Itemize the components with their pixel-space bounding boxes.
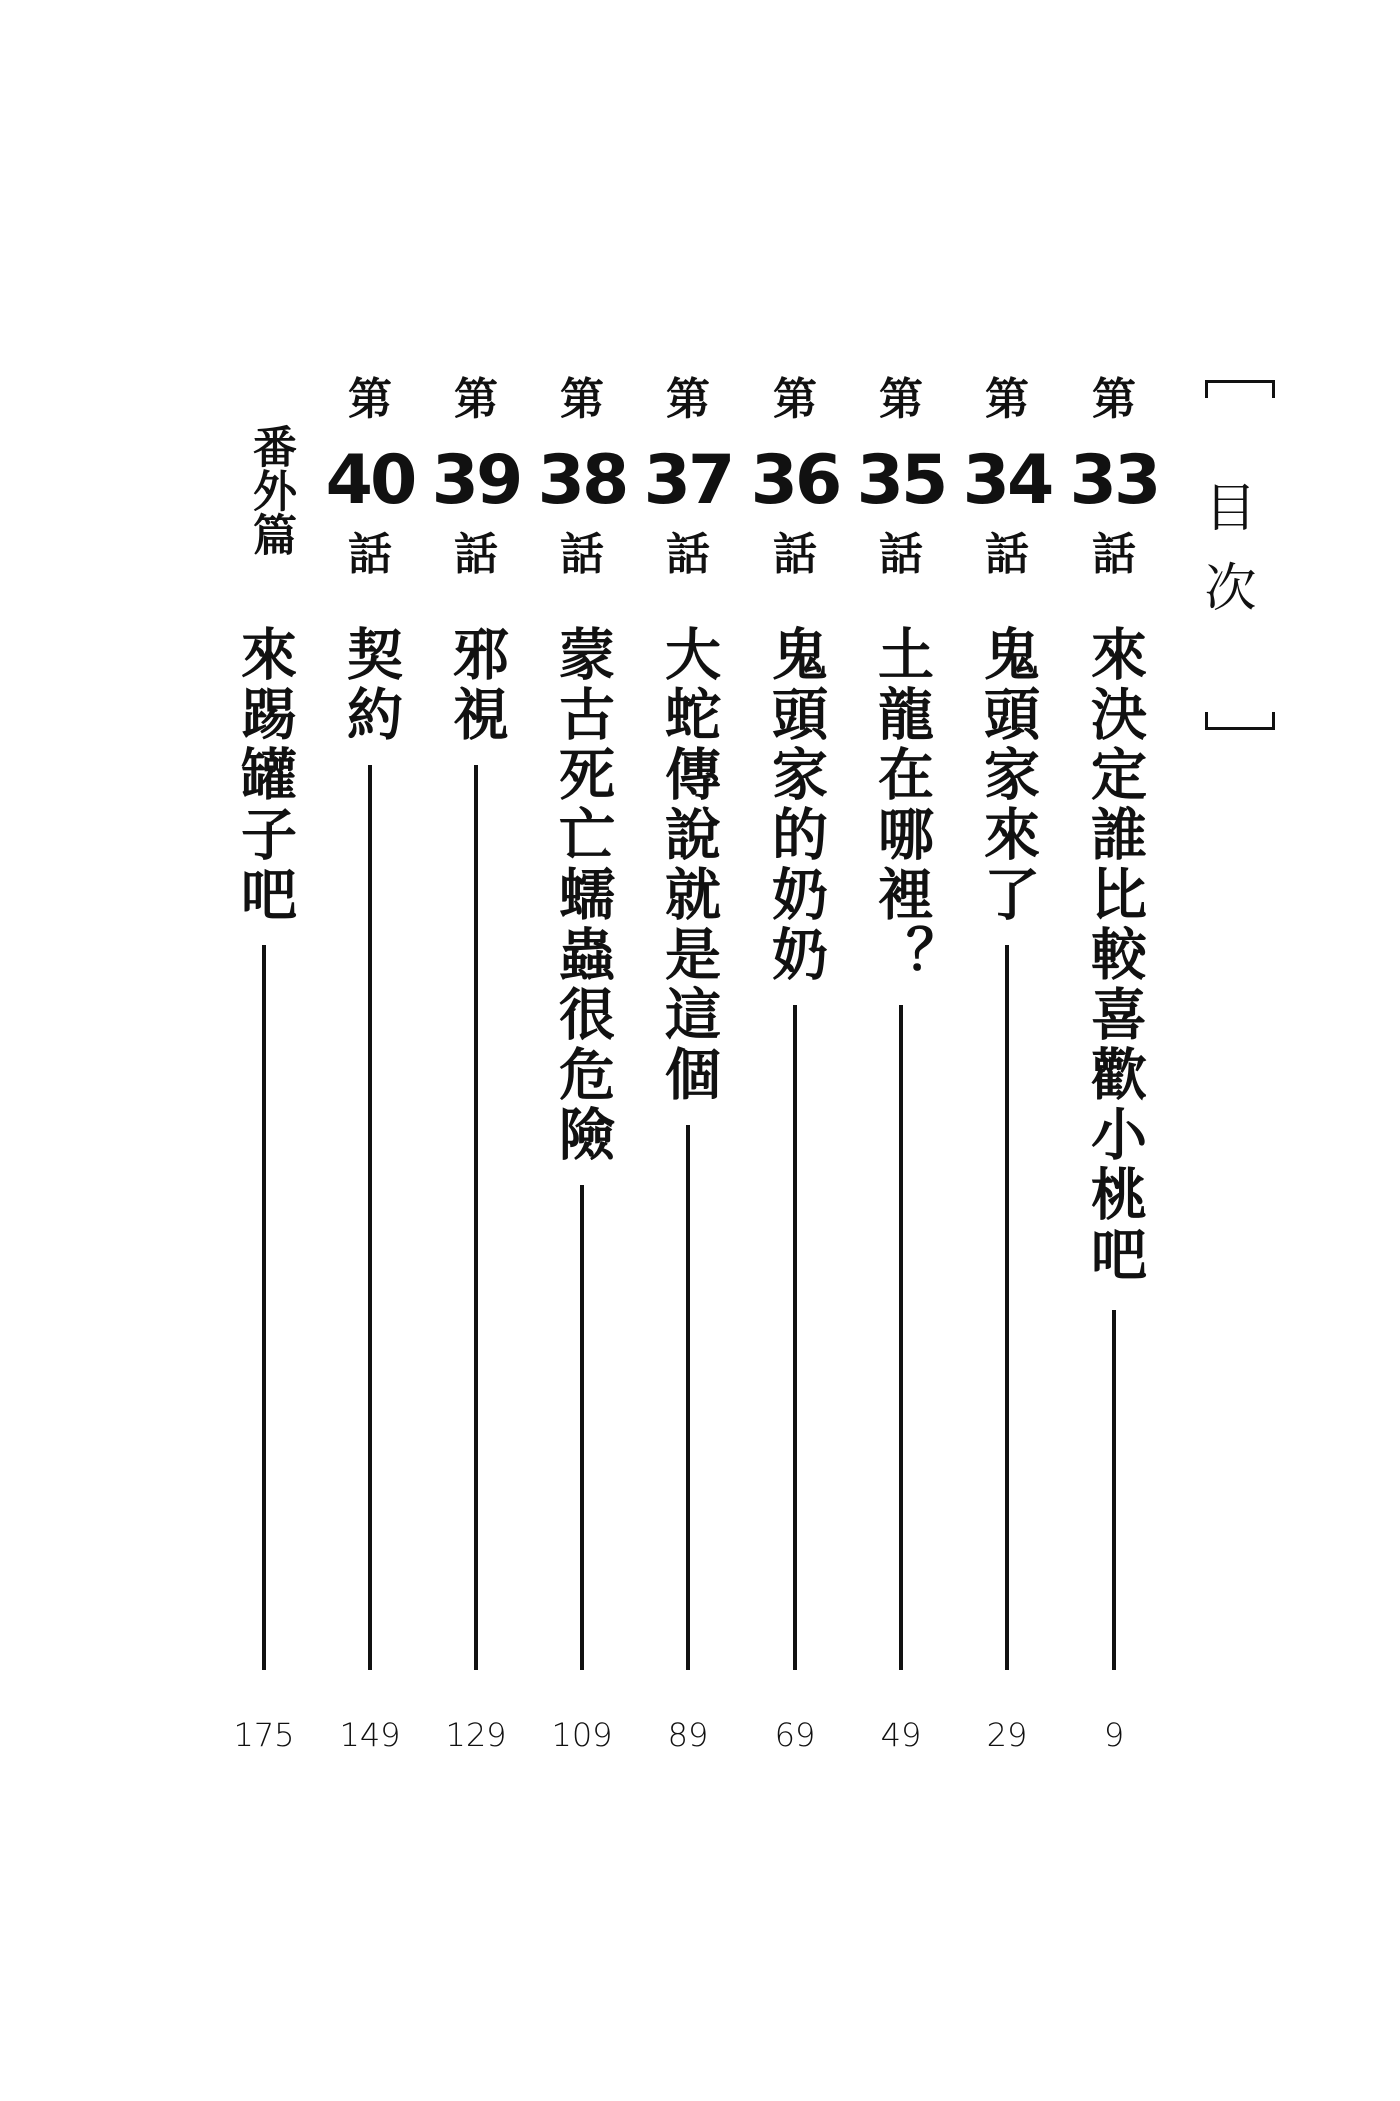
extra-chapter-label: 番外篇 bbox=[245, 424, 296, 556]
leader-line bbox=[1112, 1310, 1116, 1670]
chapter-title: 蒙古死亡蠕蟲很危險 bbox=[550, 625, 615, 1165]
bracket-top bbox=[1205, 380, 1275, 398]
leader-line bbox=[686, 1125, 690, 1670]
chapter-page-number: 89 bbox=[667, 1716, 709, 1754]
chapter-page-number: 69 bbox=[774, 1716, 816, 1754]
chapter-suffix: 話 bbox=[773, 529, 817, 580]
chapter-page-number: 175 bbox=[233, 1716, 295, 1754]
chapter-page-number: 49 bbox=[880, 1716, 922, 1754]
toc-header bbox=[1195, 380, 1275, 730]
chapter-36[interactable] bbox=[750, 375, 840, 1765]
leader-line bbox=[899, 1005, 903, 1670]
chapter-prefix: 第 bbox=[454, 374, 498, 425]
chapter-prefix: 第 bbox=[348, 374, 392, 425]
chapter-suffix: 話 bbox=[348, 529, 392, 580]
chapter-page-number: 109 bbox=[551, 1716, 613, 1754]
bracket-bottom bbox=[1205, 712, 1275, 730]
chapter-title: 土龍在哪裡？ bbox=[869, 625, 934, 985]
chapter-page-number: 129 bbox=[445, 1716, 507, 1754]
chapter-number: 36 bbox=[750, 441, 840, 520]
chapter-35[interactable] bbox=[856, 375, 946, 1765]
chapter-prefix: 第 bbox=[773, 374, 817, 425]
chapter-title: 來踢罐子吧 bbox=[232, 625, 297, 925]
chapter-number: 39 bbox=[431, 441, 521, 520]
chapter-suffix: 話 bbox=[666, 529, 710, 580]
chapter-prefix: 第 bbox=[985, 374, 1029, 425]
chapter-prefix: 第 bbox=[879, 374, 923, 425]
chapter-number: 35 bbox=[856, 441, 946, 520]
leader-line bbox=[793, 1005, 797, 1670]
leader-line bbox=[262, 945, 266, 1670]
toc-title: 目次 bbox=[1195, 480, 1255, 640]
leader-line bbox=[474, 765, 478, 1670]
chapter-title: 鬼頭家的奶奶 bbox=[763, 625, 828, 985]
chapter-number: 37 bbox=[643, 441, 733, 520]
chapter-page-number: 9 bbox=[1103, 1716, 1125, 1754]
chapter-34[interactable] bbox=[962, 375, 1052, 1765]
chapter-suffix: 話 bbox=[879, 529, 923, 580]
chapter-number: 33 bbox=[1069, 441, 1159, 520]
chapter-suffix: 話 bbox=[454, 529, 498, 580]
chapter-number: 40 bbox=[325, 441, 415, 520]
extra-chapter[interactable] bbox=[219, 375, 309, 1765]
chapter-prefix: 第 bbox=[1092, 374, 1136, 425]
chapter-suffix: 話 bbox=[985, 529, 1029, 580]
chapter-40[interactable] bbox=[325, 375, 415, 1765]
leader-line bbox=[580, 1185, 584, 1670]
chapter-page-number: 29 bbox=[986, 1716, 1028, 1754]
chapter-prefix: 第 bbox=[560, 374, 604, 425]
leader-line bbox=[368, 765, 372, 1670]
chapter-33[interactable] bbox=[1069, 375, 1159, 1765]
chapter-number: 38 bbox=[537, 441, 627, 520]
chapter-title: 鬼頭家來了 bbox=[975, 625, 1040, 925]
chapter-page-number: 149 bbox=[339, 1716, 401, 1754]
chapter-title: 邪視 bbox=[444, 625, 509, 745]
chapter-37[interactable] bbox=[643, 375, 733, 1765]
chapter-39[interactable] bbox=[431, 375, 521, 1765]
leader-line bbox=[1005, 945, 1009, 1670]
chapter-title: 來決定誰比較喜歡小桃吧 bbox=[1082, 625, 1147, 1285]
chapter-suffix: 話 bbox=[1092, 529, 1136, 580]
chapter-title: 契約 bbox=[338, 625, 403, 745]
chapter-prefix: 第 bbox=[666, 374, 710, 425]
chapter-38[interactable] bbox=[537, 375, 627, 1765]
chapter-suffix: 話 bbox=[560, 529, 604, 580]
chapter-number: 34 bbox=[962, 441, 1052, 520]
chapter-title: 大蛇傳說就是這個 bbox=[656, 625, 721, 1105]
